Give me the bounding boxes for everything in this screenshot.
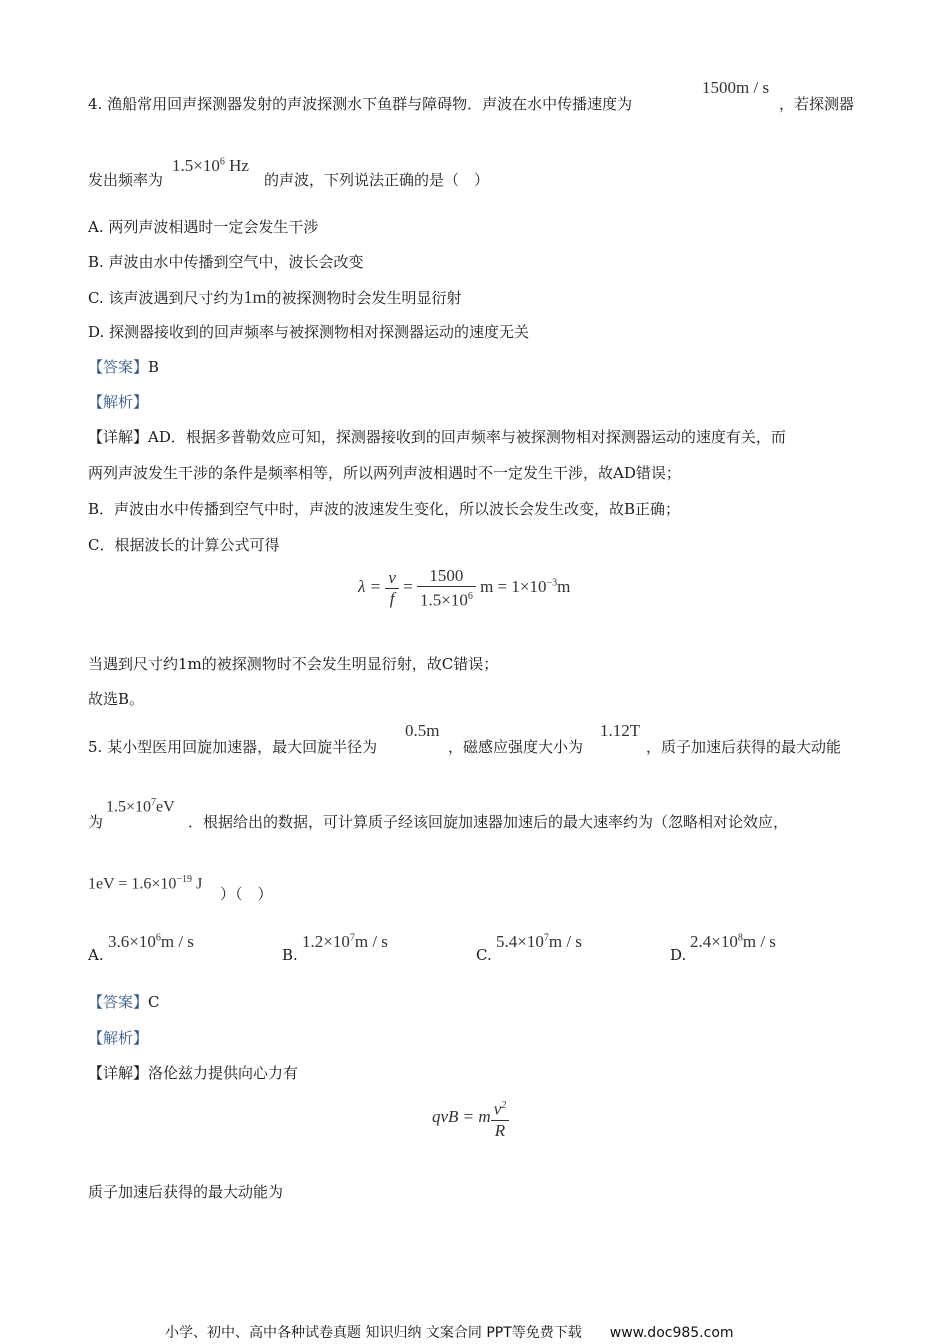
eq2-v: v — [493, 1099, 502, 1119]
q5-detail-text1: 洛伦兹力提供向心力有 — [148, 1064, 299, 1082]
q4-answer-tag: 【答案】 — [88, 358, 149, 376]
eq-den-mantissa: 1.5×10 — [419, 590, 468, 610]
q4-option-d: D. 探测器接收到的回声频率与被探测物相对探测器运动的速度无关 — [88, 323, 530, 341]
eq-den-exp: 6 — [467, 591, 473, 602]
eq-lambda: λ = — [358, 577, 382, 597]
q4-stem-text-end: ，若探测器 — [779, 95, 855, 113]
q5-energy-exp: 7 — [151, 797, 157, 808]
eq-num: 1500 — [417, 566, 476, 587]
q4-stem-text: 4. 渔船常用回声探测器发射的声波探测水下鱼群与障碍物．声波在水中传播速度为 — [88, 95, 633, 113]
q5-answer-value: C — [148, 993, 160, 1011]
q5-option-mantissa: 2.4×10 — [690, 932, 738, 951]
eq-rhs-unit: m — [557, 577, 571, 597]
q5-option-unit: m / s — [742, 932, 776, 951]
q4-freq-mantissa: 1.5 — [172, 156, 194, 175]
eq-fraction-values — [417, 566, 476, 611]
q5-stem-line2: 为 — [88, 813, 104, 831]
q5-option-mantissa: 3.6×10 — [108, 932, 156, 951]
q4-option-c — [88, 287, 462, 308]
q5-detail-tag: 【详解】 — [88, 1064, 149, 1082]
q5-option-letter: D. — [670, 946, 687, 964]
q4-freq-exp: 6 — [219, 156, 225, 168]
eq2-fraction — [491, 1096, 510, 1141]
q4-detail-text1: AD．根据多普勒效应可知，探测器接收到的回声频率与被探测物相对探测器运动的速度有关，而 — [148, 428, 786, 446]
q5-detail-line1 — [88, 1063, 298, 1083]
eq-den — [417, 587, 476, 611]
q5-option-value — [690, 932, 776, 952]
q4-detail-line3: B．声波由水中传播到空气中时，声波的波速发生变化，所以波长会发生改变，故B正确； — [88, 500, 681, 518]
q4-freq-times: ×10 — [193, 156, 220, 175]
q4-option-c-prefix: C. 该声波遇到尺寸约为 — [88, 289, 244, 307]
q4-freq-math — [172, 156, 249, 176]
q5-analysis-tag: 【解析】 — [88, 1029, 149, 1047]
q5-energy-math — [106, 797, 175, 816]
q4-detail-tag: 【详解】 — [88, 428, 149, 446]
q5-option-exp: 6 — [155, 932, 161, 944]
q5-option-exp: 7 — [349, 932, 355, 944]
q4-option-b: B. 声波由水中传播到空气中，波长会改变 — [88, 253, 364, 271]
eq-v: v — [385, 568, 399, 589]
eq-fraction-vf — [385, 568, 399, 609]
eq-equals: = — [403, 577, 413, 597]
q5-option-value — [108, 932, 194, 952]
q4-stem-suffix: 的声波，下列说法正确的是（ ） — [264, 171, 490, 189]
eq2-R: R — [494, 1120, 506, 1140]
q4-answer — [88, 357, 159, 377]
q5-lorentz-equation — [432, 1096, 509, 1141]
q5-stem-field-prefix: ，磁感应强度大小为 — [448, 738, 584, 756]
q4-wavelength-equation — [358, 566, 570, 611]
q5-option-mantissa: 5.4×10 — [496, 932, 544, 951]
q5-option-mantissa: 1.2×10 — [302, 932, 350, 951]
q4-detail-line6: 故选B。 — [88, 690, 145, 708]
q5-stem-text2: ．根据给出的数据，可计算质子经该回旋加速器加速后的最大速率约为（忽略相对论效应， — [188, 813, 789, 831]
footer-watermark: 小学、初中、高中各种试卷真题 知识归纳 文案合同 PPT等免费下载 www.doc985.com — [165, 1325, 734, 1341]
q5-energy-mantissa: 1.5×10 — [106, 798, 152, 816]
eq-rhs: m = 1×10 — [480, 577, 547, 597]
q4-detail-line2: 两列声波发生干涉的条件是频率相等，所以两列声波相遇时不一定发生干涉，故AD错误； — [88, 464, 681, 482]
q5-answer — [88, 992, 160, 1012]
q5-option-exp: 7 — [543, 932, 549, 944]
q5-option-unit: m / s — [548, 932, 582, 951]
q5-option-unit: m / s — [354, 932, 388, 951]
q5-answer-tag: 【答案】 — [88, 993, 149, 1011]
q5-option-letter: B. — [282, 946, 298, 964]
q5-stem-suffix: ）（ ） — [220, 885, 273, 903]
eq-f: f — [389, 588, 395, 608]
q4-option-c-math: 1m — [243, 287, 267, 307]
q4-detail-line1 — [88, 427, 786, 447]
q5-stem-line1: 5. 某小型医用回旋加速器，最大回旋半径为 — [88, 738, 378, 756]
q5-ev-exp: −19 — [176, 874, 193, 885]
q5-energy-unit: eV — [156, 798, 175, 816]
q5-stem-energy-prefix: ，质子加速后获得的最大动能 — [646, 738, 842, 756]
q5-option-exp: 8 — [737, 932, 743, 944]
q5-option-value — [496, 932, 582, 952]
q5-option-value — [302, 932, 388, 952]
q5-detail-line2: 质子加速后获得的最大动能为 — [88, 1183, 284, 1201]
q4-analysis-tag: 【解析】 — [88, 393, 149, 411]
q5-field-math: 1.12T — [600, 721, 641, 740]
q4-answer-value: B — [148, 358, 160, 376]
q5-option-letter: C. — [476, 946, 492, 964]
q5-option-letter: A. — [88, 946, 104, 964]
eq2-exp: 2 — [501, 1100, 507, 1111]
q5-ev-unit: J — [196, 875, 203, 893]
q4-stem-line1 — [88, 94, 632, 114]
eq2-num — [491, 1096, 510, 1121]
q5-option-unit: m / s — [160, 932, 194, 951]
q4-stem-freq-prefix: 发出频率为 — [88, 171, 164, 189]
q5-ev-definition — [88, 874, 202, 893]
q4-freq-unit: Hz — [229, 156, 249, 175]
q4-detail-line4: C．根据波长的计算公式可得 — [88, 536, 280, 554]
q4-detail-line5: 当遇到尺寸约1m的被探测物时不会发生明显衍射，故C错误； — [88, 655, 499, 673]
q4-option-c-suffix: 的被探测物时会发生明显衍射 — [266, 289, 462, 307]
eq2-lhs: qvB = m — [432, 1107, 491, 1127]
q5-ev-def: 1eV = 1.6×10 — [88, 875, 177, 893]
q5-radius-math: 0.5m — [405, 721, 440, 740]
q4-speed-math: 1500m / s — [702, 78, 770, 97]
q4-stem-line2 — [88, 170, 163, 190]
q4-option-a: A. 两列声波相遇时一定会发生干涉 — [88, 218, 319, 236]
eq-rhs-exp: −3 — [546, 577, 558, 589]
